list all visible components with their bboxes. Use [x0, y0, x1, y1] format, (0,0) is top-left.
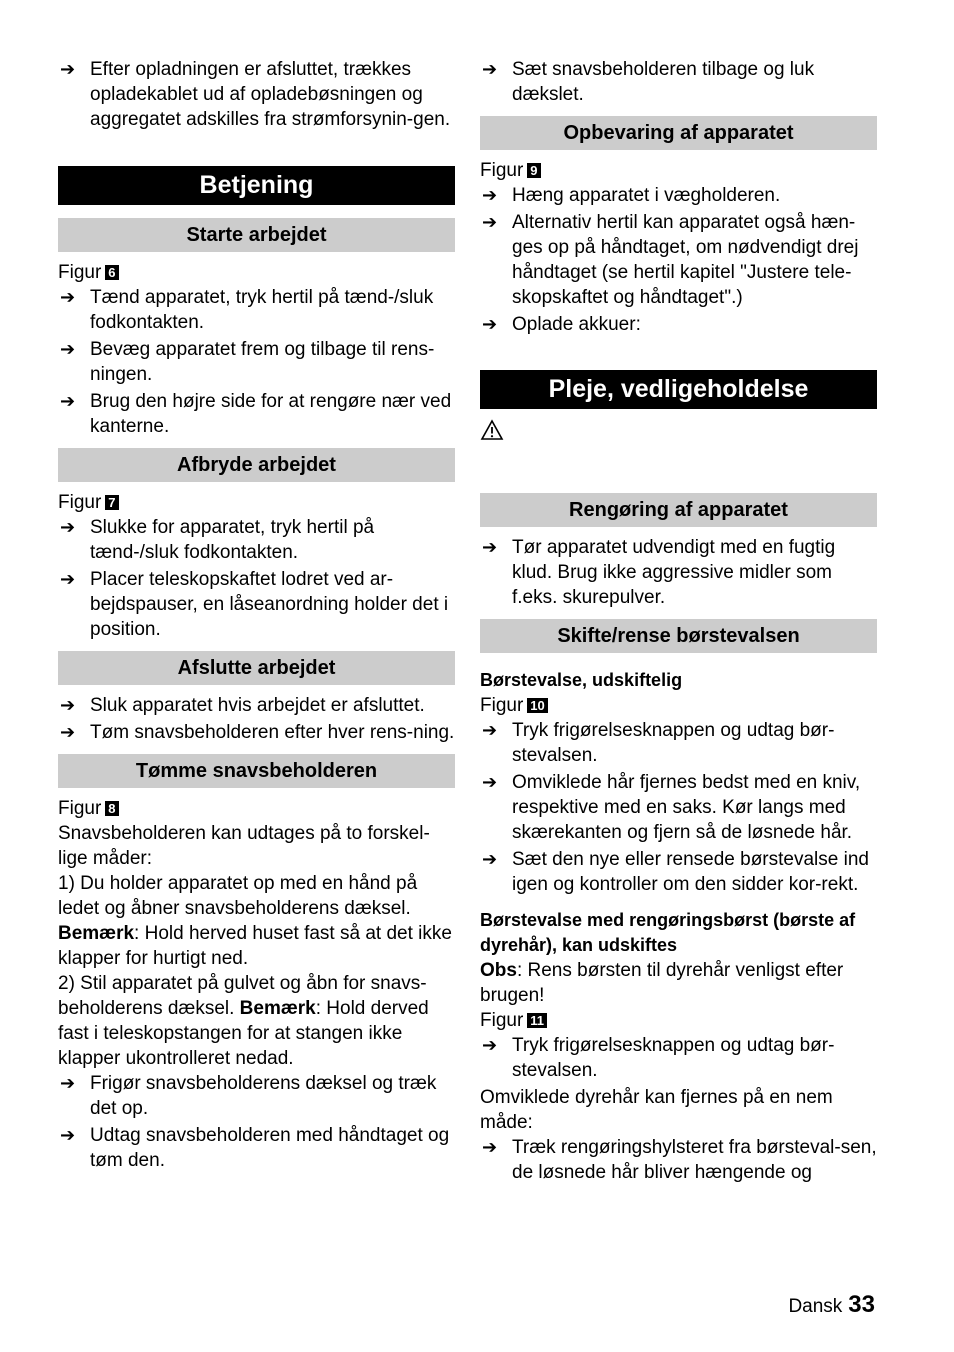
list-item: ➔ Sæt den nye eller rensede børstevalse ind igen og kontroller om den sidder kor-rekt. — [482, 849, 869, 895]
arrow-right-icon: ➔ — [482, 772, 498, 792]
list-item: ➔ Slukke for apparatet, tryk hertil på tænd-/sluk fodkontakten. — [60, 517, 375, 563]
arrow-right-icon: ➔ — [482, 59, 498, 79]
figure-number-badge: 9 — [527, 163, 540, 178]
list-item: ➔ Hæng apparatet i vægholderen. — [482, 185, 781, 206]
page-number: 33 — [848, 1291, 875, 1318]
paragraph: Snavsbeholderen kan udtages på to forskel-lige måder: — [58, 823, 430, 869]
heading-afbryde-arbejdet: Afbryde arbejdet — [58, 448, 455, 482]
figure-ref: Figur 9 — [480, 158, 877, 183]
arrow-right-icon: ➔ — [482, 537, 498, 557]
arrow-right-icon: ➔ — [60, 391, 76, 411]
arrow-right-icon: ➔ — [60, 1125, 76, 1145]
footer-language: Dansk — [788, 1296, 843, 1317]
arrow-right-icon: ➔ — [60, 722, 76, 742]
arrow-right-icon: ➔ — [482, 1137, 498, 1157]
arrow-right-icon: ➔ — [60, 569, 76, 589]
warning-triangle-icon — [480, 419, 877, 443]
list-item: ➔ Alternativ hertil kan apparatet også hæn-ges op på håndtaget, om nødvendigt drej håndtaget (se hertil kapitel "Justere tele-skopskaftet og håndtaget".) — [482, 212, 859, 308]
page-footer — [788, 1292, 875, 1319]
left-column — [58, 57, 455, 1173]
figure-ref: Figur 7 — [58, 490, 455, 515]
list-item: ➔ Omviklede hår fjernes bedst med en kniv, respektive med en saks. Kør langs med skærekanten og fjern så de løsnede hår. — [482, 772, 861, 843]
list-item: ➔ Sluk apparatet hvis arbejdet er afsluttet. — [60, 695, 425, 716]
paragraph: 1) Du holder apparatet op med en hånd på ledet og åbner snavsbeholderens dæksel. Bemærk: Hold herved huset fast så at det ikke klapper for hurtigt ned. — [58, 873, 452, 969]
list-item: ➔ Frigør snavsbeholderens dæksel og træk det op. — [60, 1073, 437, 1119]
list-item: ➔ Placer teleskopskaftet lodret ved ar-bejdspauser, en låseanordning holder det i position. — [60, 569, 449, 640]
heading-afslutte-arbejdet: Afslutte arbejdet — [58, 651, 455, 685]
arrow-right-icon: ➔ — [60, 59, 76, 79]
heading-opbevaring: Opbevaring af apparatet — [480, 116, 877, 150]
figure-number-badge: 7 — [105, 495, 118, 510]
section-title-pleje: Pleje, vedligeholdelse — [480, 370, 877, 409]
arrow-right-icon: ➔ — [482, 212, 498, 232]
subheading: Børstevalse med rengøringsbørst (børste af dyrehår), kan udskiftes — [480, 910, 856, 955]
subheading: Børstevalse, udskiftelig — [480, 670, 683, 690]
list-item: ➔ Udtag snavsbeholderen med håndtaget og tøm den. — [60, 1125, 450, 1171]
list-item: ➔ Tryk frigørelsesknappen og udtag bør-stevalsen. — [482, 1035, 835, 1081]
arrow-right-icon: ➔ — [60, 695, 76, 715]
paragraph: Omviklede dyrehår kan fjernes på en nem måde: — [480, 1087, 833, 1133]
list-item: ➔ Efter opladningen er afsluttet, trækkes opladekablet ud af opladebøsningen og aggregatet adskilles fra strømforsynin-gen. — [60, 59, 451, 130]
figure-number-badge: 6 — [105, 265, 118, 280]
heading-starte-arbejdet: Starte arbejdet — [58, 218, 455, 252]
arrow-right-icon: ➔ — [60, 517, 76, 537]
figure-number-badge: 8 — [105, 801, 118, 816]
arrow-right-icon: ➔ — [482, 314, 498, 334]
figure-ref: Figur 11 — [480, 1008, 877, 1033]
list-item: ➔ Oplade akkuer: — [482, 314, 641, 335]
figure-ref: Figur 6 — [58, 260, 455, 285]
figure-number-badge: 11 — [527, 1013, 547, 1028]
list-item: ➔ Tryk frigørelsesknappen og udtag bør-stevalsen. — [482, 720, 835, 766]
list-item: ➔ Tænd apparatet, tryk hertil på tænd-/sluk fodkontakten. — [60, 287, 434, 333]
arrow-right-icon: ➔ — [482, 185, 498, 205]
list-item: ➔ Træk rengøringshylsteret fra børsteval-sen, de løsnede hår bliver hængende og — [482, 1137, 877, 1183]
figure-number-badge: 10 — [527, 698, 547, 713]
heading-tomme-snavsbeholderen: Tømme snavsbeholderen — [58, 754, 455, 788]
arrow-right-icon: ➔ — [60, 339, 76, 359]
arrow-right-icon: ➔ — [60, 1073, 76, 1093]
paragraph: 2) Stil apparatet på gulvet og åbn for snavs-beholderens dæksel. Bemærk: Hold derved fast i teleskopstangen for at stangen ikke klapper ukontrolleret nedad. — [58, 973, 429, 1069]
figure-ref: Figur 10 — [480, 693, 877, 718]
section-title-betjening: Betjening — [58, 166, 455, 205]
list-item: ➔ Tøm snavsbeholderen efter hver rens-ning. — [60, 722, 455, 743]
list-item: ➔ Sæt snavsbeholderen tilbage og luk dækslet. — [482, 59, 815, 105]
arrow-right-icon: ➔ — [482, 1035, 498, 1055]
paragraph: Obs: Rens børsten til dyrehår venligst efter brugen! — [480, 960, 844, 1006]
arrow-right-icon: ➔ — [482, 849, 498, 869]
heading-skifte-rense: Skifte/rense børstevalsen — [480, 619, 877, 653]
arrow-right-icon: ➔ — [60, 287, 76, 307]
list-item: ➔ Tør apparatet udvendigt med en fugtig klud. Brug ikke aggressive midler som f.eks. skurepulver. — [482, 537, 836, 608]
arrow-right-icon: ➔ — [482, 720, 498, 740]
list-item: ➔ Bevæg apparatet frem og tilbage til rens-ningen. — [60, 339, 435, 385]
list-item: ➔ Brug den højre side for at rengøre nær ved kanterne. — [60, 391, 452, 437]
right-column — [480, 57, 877, 1185]
heading-rengoring: Rengøring af apparatet — [480, 493, 877, 527]
figure-ref: Figur 8 — [58, 796, 455, 821]
